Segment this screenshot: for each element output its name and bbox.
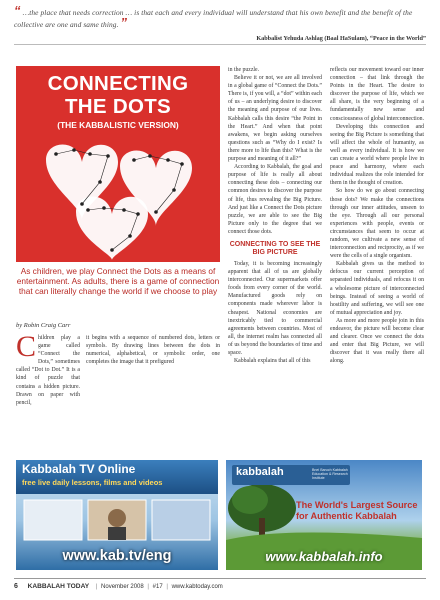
website-link[interactable]: www.kabtoday.com — [171, 584, 223, 590]
quote-close-mark: ” — [120, 15, 128, 30]
hero-illustration — [16, 66, 220, 262]
article-column-1 — [16, 330, 80, 407]
quote-open-mark: “ — [14, 3, 21, 18]
column-4-para-1: reflects our movement toward our inner connection – that link through the Points in the Heart. The desire to discover the purpose of life, which we all share, is the very beginning of a fundamentally new sense and consciousness of global interconnection. — [330, 67, 425, 122]
column-3-para-3: According to Kabbalah, the goal and purpose of life is really all about connecting these dots – connecting our common desires to discover the purpose of life, thus revealing the Big Picture. And just like a Connect the Dots picture puzzle, we are able to see the Big Picture only to the degree that we connect those dots. — [228, 164, 322, 235]
drop-cap: C — [16, 330, 37, 363]
hero-subtitle: (THE KABBALISTIC VERSION) — [57, 120, 179, 130]
magazine-name: KABBALAH TODAY — [27, 583, 90, 590]
page-number: 6 — [14, 583, 18, 590]
page-footer — [14, 583, 223, 590]
column-2-text: it begins with a sequence of numbered dots, letters or symbols. By drawing lines between the dots in numerical, alphabetical, or symbolic order, one completes the image that it prefigured — [86, 335, 220, 366]
column-3-para-5: Kabbalah explains that all of this — [234, 358, 311, 365]
column-3-para-2: Believe it or not, we are all involved in a global game of “Connect the Dots.” There is, if you will, a “dot” within each of us – an underlying desire to discover the meaning and purpose of our lives. Kabbalah calls this desire “the Point in the Heart.” And when that point awakens, we begin asking ourselves questions such as “Why do I exist? Is there more to life than this? What is the purpose and meaning of it all?” — [228, 75, 322, 163]
pull-quote-text — [14, 3, 426, 30]
footer-separator: | — [147, 584, 149, 590]
kabbalah-info-ad[interactable] — [226, 460, 422, 570]
connected-hearts-graphic — [16, 126, 220, 262]
article-column-4 — [330, 66, 424, 365]
article-byline: by Robin Craig Carr — [16, 322, 71, 329]
column-3-para-4: Today, it is becoming increasingly apparent that all of us are globally interconnected. Our supermarkets offer foods from every corner of the world. Manufactured goods rely on components made wherever labor is cheapest. National economies are inextricably tied to commercial agreements between countries. Most of all, the internet realm has connected all of us beyond the boundaries of time and space. — [228, 260, 322, 356]
quote-attribution: Kabbalist Yehuda Ashlag (Baal HaSulam), “Peace in the World” — [256, 35, 426, 42]
article-column-2 — [86, 334, 220, 366]
tv-ad-url[interactable]: www.kab.tv/eng — [62, 548, 172, 564]
kabbalah-ad-url[interactable]: www.kabbalah.info — [265, 549, 383, 564]
quote-body: …the place that needs correction … is that each and every individual will understand that his own benefit and the benefit of the collective are one and same thing. — [14, 8, 413, 29]
pull-quote — [14, 3, 426, 42]
footer-separator: | — [166, 584, 168, 590]
column-4-para-2: Developing this connection and seeing the Big Picture is something that will affect the whole of humanity, as well as every individual. It is how we can create a world where people live in peace and harmony, where each individual realizes the role intended for them in the thought of creation. — [330, 123, 424, 187]
article-column-3 — [228, 66, 322, 365]
kabbalah-logo: kabbalah — [236, 466, 284, 478]
quote-divider — [14, 44, 426, 45]
tv-ad-title: Kabbalah TV Online — [22, 462, 136, 476]
column-4-para-3: So how do we go about connecting those dots? We make the connections through our inner attitudes, unseen to the eye. Through all our personal experiences with people, events or circumstances that seem to occur at random, we cultivate a new sense of interconnection and reciprocity, as if we were the cells of a single organism. — [330, 188, 424, 260]
hero-caption: As children, we play Connect the Dots as a means of entertainment. As adults, there is a game of connection that can literally change the world if we choose to play — [16, 266, 220, 296]
footer-divider — [14, 578, 426, 579]
column-3-para-1: in the puzzle. — [228, 67, 260, 73]
kabbalah-ad-slogan: The World's Largest Source for Authentic Kabbalah — [296, 500, 418, 521]
issue-date: November 2008 — [101, 584, 144, 590]
footer-separator: | — [95, 584, 98, 590]
tv-ad-subtitle: free live daily lessons, films and videos — [22, 478, 163, 487]
section-subhead: CONNECTING TO SEE THE BIG PICTURE — [229, 240, 321, 256]
kabbalah-tv-ad[interactable] — [16, 460, 218, 570]
hero-title-line2: THE DOTS — [64, 95, 172, 118]
hero-title-line1: CONNECTING — [47, 72, 189, 95]
column-4-para-4: Kabbalah gives us the method to defocus our current perception of separated individuals, and refocus it on a wholesome picture of interconnected beings. Instead of seeing a world of hostility and suffering, we will see one of mutual appreciation and joy. — [330, 261, 424, 316]
issue-number: #17 — [152, 584, 163, 590]
column-1-text: hildren play a game called “Connect the Dots,” sometimes called “Dot to Dot.” It is a kind of puzzle that contains a hidden picture. Drawn on paper with pencil, — [16, 335, 80, 406]
kabbalah-org-name: Bnei Baruch Kabbalah Education & Research Institute — [312, 468, 348, 481]
column-4-para-5: As more and more people join in this endeavor, the picture will become clear and clearer. Once we connect the dots and enter that Big Picture, we will discover that it was really there all along. — [330, 317, 424, 365]
